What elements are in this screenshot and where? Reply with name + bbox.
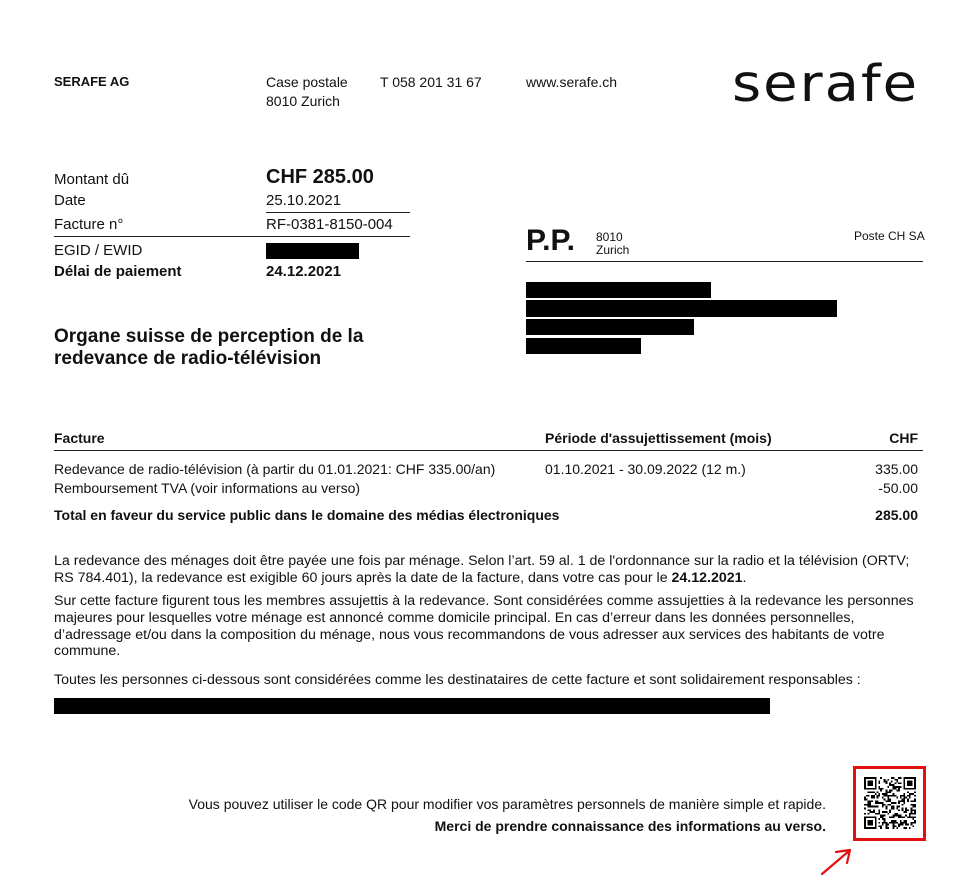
paragraph-payment-rules-end: .: [742, 569, 747, 586]
paragraph-payment-rules: [54, 553, 924, 587]
pp-city: Zurich: [596, 243, 630, 257]
table-header-divider: [54, 450, 923, 451]
paragraph-payment-rules-text: La redevance des ménages doit être payée une fois par ménage. Selon l’art. 59 al. 1 de l'ordonnance sur la radio et la télévision (ORTV; RS 784.401), la redevance est exigible 60 jours après la date de la facture, dans votre cas pour le: [54, 553, 910, 586]
pp-mark: P.P.: [526, 224, 575, 257]
qr-note: Vous pouvez utiliser le code QR pour modifier vos paramètres personnels de manière simple et rapide.: [188, 796, 826, 812]
recipient-redacted-4: [526, 338, 641, 354]
qr-code-icon[interactable]: [864, 777, 916, 829]
website-link[interactable]: www.serafe.ch: [526, 74, 618, 90]
serafe-logo: serafe: [732, 55, 920, 114]
table-header-facture: Facture: [54, 430, 105, 446]
qr-highlight-frame: [853, 766, 926, 841]
recipient-redacted-3: [526, 319, 694, 335]
paragraph-destinataires: Toutes les personnes ci-dessous sont considérées comme les destinataires de cette facture et sont solidairement responsables :: [54, 672, 861, 688]
table-header-periode: Période d'assujettissement (mois): [545, 430, 772, 446]
organisation-title: Organe suisse de perception de la redevance de radio-télévision: [54, 326, 364, 369]
meta-divider-1: [266, 212, 410, 213]
egid-ewid-label: EGID / EWID: [54, 242, 143, 259]
pp-zip: 8010: [596, 230, 623, 244]
payment-deadline-label: Délai de paiement: [54, 263, 182, 280]
meta-divider-2: [54, 236, 410, 237]
paragraph-due-date: 24.12.2021: [671, 569, 743, 586]
amount-due-value: CHF 285.00: [266, 166, 374, 188]
date-label: Date: [54, 192, 86, 209]
payment-deadline-value: 24.12.2021: [266, 263, 342, 280]
table-row-2-description: Remboursement TVA (voir informations au verso): [54, 480, 361, 496]
table-total-label: Total en faveur du service public dans le domaine des médias électroniques: [54, 507, 560, 523]
table-header-chf: CHF: [889, 430, 918, 446]
invoice-number-value: RF-0381-8150-004: [266, 216, 393, 233]
verso-note: Merci de prendre connaissance des informations au verso.: [434, 818, 826, 834]
persons-redacted: [54, 698, 770, 714]
date-value: 25.10.2021: [266, 192, 342, 209]
table-total-amount: 285.00: [875, 507, 918, 523]
arrow-icon: [818, 846, 854, 878]
table-row-1-amount: 335.00: [875, 461, 918, 477]
invoice-number-label: Facture n°: [54, 216, 124, 233]
postal-divider: [526, 261, 923, 262]
table-row-1-period: 01.10.2021 - 30.09.2022 (12 m.): [545, 461, 746, 477]
recipient-redacted-2: [526, 300, 837, 317]
phone-number: T 058 201 31 67: [380, 74, 482, 90]
company-name: SERAFE AG: [54, 74, 130, 89]
table-row-1-description: Redevance de radio-télévision (à partir du 01.01.2021: CHF 335.00/an): [54, 461, 496, 477]
address-line-1: Case postale: [266, 74, 348, 90]
paragraph-assujettis: Sur cette facture figurent tous les membres assujettis à la redevance. Sont considérées comme assujetties à la redevance les personnes majeures pour lesquelles votre ménage est annoncé comme domicile principal. En cas d’erreur dans les données personnelles, d’adressage et/ou dans la composition du ménage, nous vous recommandons de vous adresser aux services des habitants de votre commune.: [54, 593, 914, 660]
amount-due-label: Montant dû: [54, 171, 130, 188]
address-line-2: 8010 Zurich: [266, 93, 340, 109]
postal-carrier: Poste CH SA: [854, 229, 925, 243]
recipient-redacted-1: [526, 282, 711, 298]
table-row-2-amount: -50.00: [878, 480, 918, 496]
egid-redacted: [266, 243, 359, 259]
